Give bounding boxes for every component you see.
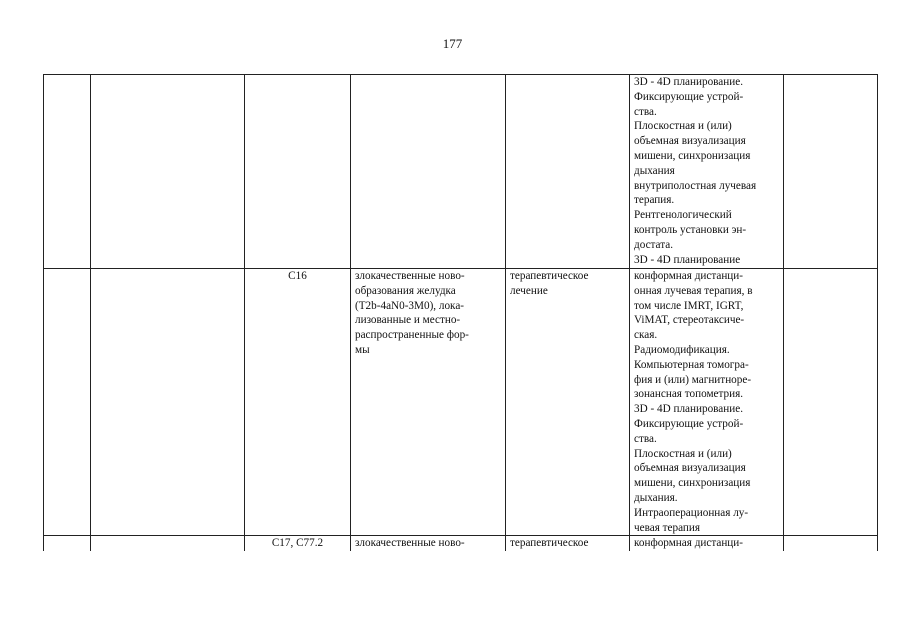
icd-code: C16 bbox=[288, 270, 307, 282]
table-row bbox=[44, 75, 878, 269]
method-line: зонансная топометрия. bbox=[634, 388, 744, 401]
medical-care-table bbox=[43, 74, 878, 551]
method-line: фия и (или) магнитноре- bbox=[634, 373, 752, 386]
method-line: ства. bbox=[634, 105, 657, 118]
diagnosis-line: лизованные и местно- bbox=[355, 314, 461, 327]
treatment-type-cell bbox=[506, 75, 630, 269]
method-line: ViMAT, стереотаксиче- bbox=[634, 314, 745, 327]
treatment-method-cell bbox=[630, 536, 784, 551]
row-number-cell bbox=[44, 75, 91, 269]
method-line: Интраоперационная лу- bbox=[634, 506, 749, 519]
method-line: чевая терапия bbox=[634, 521, 701, 534]
table-row bbox=[44, 536, 878, 551]
treatment-method-cell bbox=[630, 75, 784, 269]
method-line: Фиксирующие устрой- bbox=[634, 90, 744, 103]
method-line: достата. bbox=[634, 238, 674, 251]
diagnosis-cell bbox=[351, 75, 506, 269]
model-cell bbox=[784, 536, 878, 551]
treatment-type-line: терапевтическое bbox=[510, 270, 589, 282]
method-line: том числе IMRT, IGRT, bbox=[634, 299, 744, 312]
icd-code-cell bbox=[245, 75, 351, 269]
icd-code-cell bbox=[245, 536, 351, 551]
profile-cell bbox=[91, 269, 245, 536]
method-line: Плоскостная и (или) bbox=[634, 120, 732, 133]
method-line: дыхания. bbox=[634, 491, 678, 504]
method-line: онная лучевая терапия, в bbox=[634, 284, 753, 297]
model-cell bbox=[784, 269, 878, 536]
diagnosis-line: образования желудка bbox=[355, 284, 456, 297]
profile-cell bbox=[91, 536, 245, 551]
diagnosis-line: мы bbox=[355, 343, 370, 356]
treatment-type-cell bbox=[506, 269, 630, 536]
model-cell bbox=[784, 75, 878, 269]
treatment-type-line: терапевтическое bbox=[510, 537, 589, 550]
diagnosis-line: злокачественные ново- bbox=[355, 270, 465, 282]
method-line: объемная визуализация bbox=[634, 135, 746, 148]
method-line: ская. bbox=[634, 329, 658, 342]
treatment-method-cell bbox=[630, 269, 784, 536]
profile-cell bbox=[91, 75, 245, 269]
icd-code-cell bbox=[245, 269, 351, 536]
icd-code: C17, C77.2 bbox=[271, 537, 324, 550]
diagnosis-line: злокачественные ново- bbox=[355, 537, 465, 550]
table-row bbox=[44, 269, 878, 536]
diagnosis-cell bbox=[351, 536, 506, 551]
method-line: контроль установки эн- bbox=[634, 223, 747, 236]
method-line: 3D - 4D планирование. bbox=[634, 76, 743, 88]
page-number: 177 bbox=[442, 36, 463, 51]
method-line: мишени, синхронизация bbox=[634, 477, 751, 490]
method-line: конформная дистанци- bbox=[634, 270, 744, 282]
diagnosis-cell bbox=[351, 269, 506, 536]
diagnosis-line: распространенные фор- bbox=[355, 329, 469, 342]
treatment-type-cell bbox=[506, 536, 630, 551]
method-line: дыхания bbox=[634, 164, 675, 177]
diagnosis-line: (T2b-4aN0-3M0), лока- bbox=[355, 299, 465, 312]
method-line: внутриполостная лучевая bbox=[634, 179, 757, 192]
method-line: Радиомодификация. bbox=[634, 343, 730, 356]
treatment-type-line: лечение bbox=[510, 284, 548, 297]
method-line: 3D - 4D планирование. bbox=[634, 403, 743, 416]
row-number-cell bbox=[44, 536, 91, 551]
method-line: Фиксирующие устрой- bbox=[634, 417, 744, 430]
row-number-cell bbox=[44, 269, 91, 536]
method-line: 3D - 4D планирование bbox=[634, 253, 741, 266]
method-line: конформная дистанци- bbox=[634, 537, 744, 550]
method-line: Компьютерная томогра- bbox=[634, 358, 749, 371]
method-line: Рентгенологический bbox=[634, 209, 732, 222]
method-line: ства. bbox=[634, 432, 657, 445]
method-line: Плоскостная и (или) bbox=[634, 447, 732, 460]
method-line: мишени, синхронизация bbox=[634, 149, 751, 162]
method-line: терапия. bbox=[634, 194, 675, 207]
method-line: объемная визуализация bbox=[634, 462, 746, 475]
